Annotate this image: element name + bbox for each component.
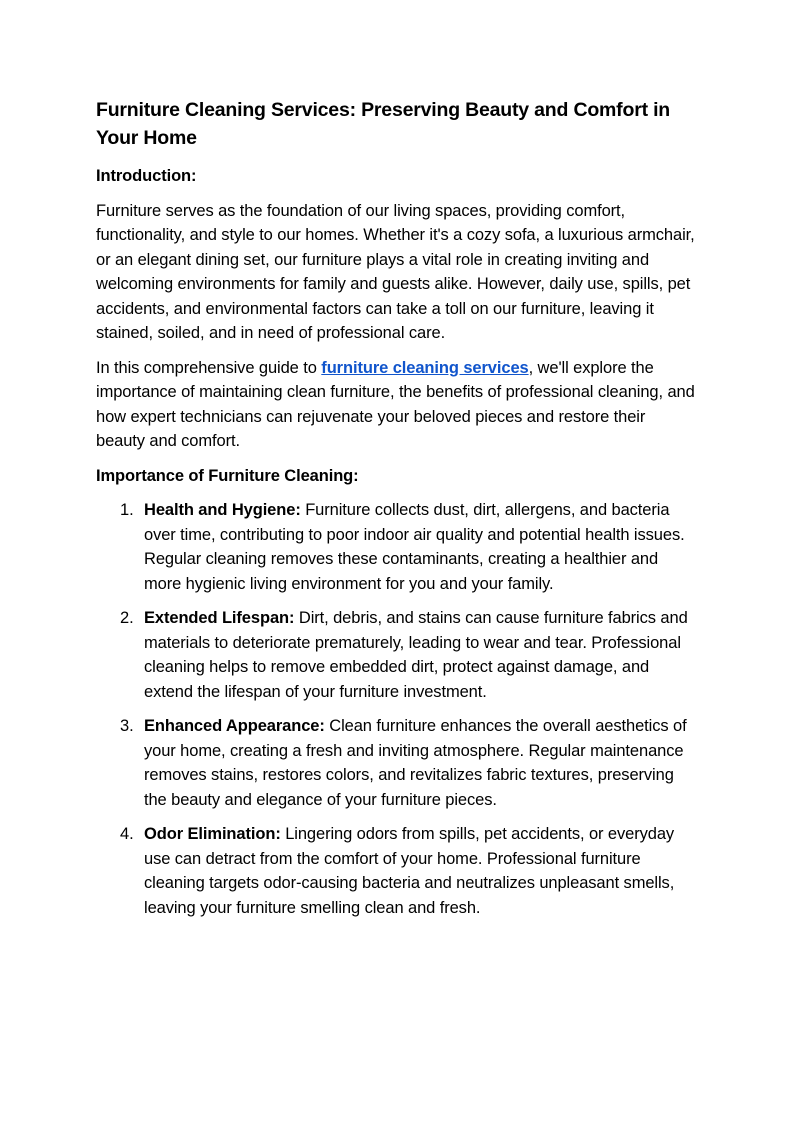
list-item-term: Enhanced Appearance: — [144, 717, 325, 735]
document-title: Furniture Cleaning Services: Preserving Beauty and Comfort in Your Home — [96, 99, 671, 149]
list-item — [96, 714, 698, 812]
intro-heading: Introduction: — [96, 167, 197, 185]
list-item-term: Extended Lifespan: — [144, 609, 295, 627]
intro-paragraph: Furniture serves as the foundation of our living spaces, providing comfort, functionality, and style to our homes. Whether it's a cozy sofa, a luxurious armchair, or an elegant dining set, our furniture plays a vital role in creating inviting and welcoming environments for family and guests alike. However, daily use, spills, pet accidents, and environmental factors can take a toll on our furniture, leaving it stained, soiled, and in need of professional care. — [96, 201, 695, 342]
guide-text-before: In this comprehensive guide to — [96, 358, 322, 377]
importance-heading: Importance of Furniture Cleaning: — [96, 466, 359, 485]
list-item-text: Lingering odors from spills, pet accidents, or everyday use can detract from the comfort of your home. Professional furniture cleaning targets odor-causing bacteria and neutralizes unpleasant smells, leaving your furniture smelling clean and fresh. — [144, 825, 675, 917]
importance-list — [96, 498, 698, 920]
list-item-number: 4. — [120, 825, 134, 843]
list-item-term: Odor Elimination: — [144, 825, 281, 843]
list-item-text: Clean furniture enhances the overall aesthetics of your home, creating a fresh and inviting atmosphere. Regular maintenance removes stains, restores colors, and revitalizes fabric textures, preserving the beauty and elegance of your furniture pieces. — [144, 717, 687, 809]
list-item-text: Dirt, debris, and stains can cause furniture fabrics and materials to deteriorate prematurely, leading to wear and tear. Professional cleaning helps to remove embedded dirt, protect against damage, and extend the lifespan of your furniture investment. — [144, 609, 688, 701]
list-item — [96, 498, 698, 596]
guide-text-after: , we'll explore the importance of maintaining clean furniture, the benefits of professional cleaning, and how expert technicians can rejuvenate your beloved pieces and restore their beauty and comfort. — [96, 358, 695, 450]
furniture-cleaning-services-link[interactable]: furniture cleaning services — [321, 358, 529, 377]
list-item-number: 1. — [120, 501, 134, 519]
document-page — [96, 96, 698, 930]
list-item-number: 2. — [120, 609, 134, 627]
list-item-number: 3. — [120, 717, 134, 735]
list-item — [96, 822, 698, 920]
list-item-term: Health and Hygiene: — [144, 501, 301, 519]
list-item-text: Furniture collects dust, dirt, allergens, and bacteria over time, contributing to poor indoor air quality and potential health issues. Regular cleaning removes these contaminants, creating a healthier and more hygienic living environment for you and your family. — [144, 501, 685, 593]
list-item — [96, 606, 698, 704]
guide-paragraph — [96, 356, 698, 454]
